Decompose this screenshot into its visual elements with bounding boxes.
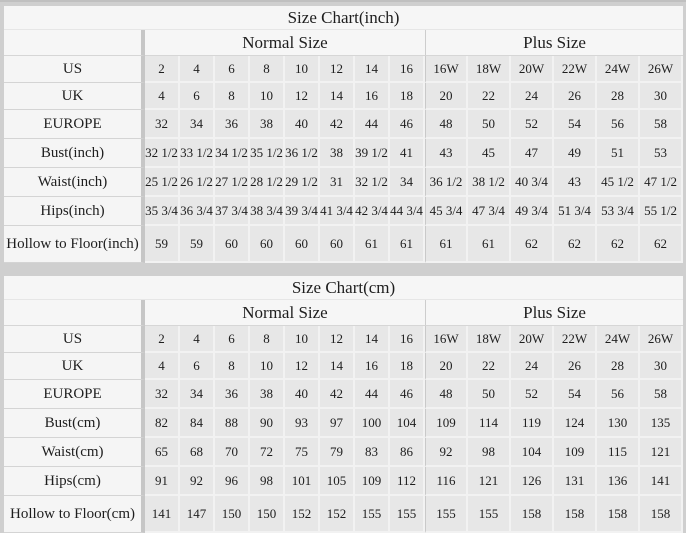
size-cell: 68	[180, 438, 215, 467]
size-cell: 42	[320, 380, 355, 409]
size-cell: 53	[640, 139, 683, 168]
table-row	[4, 197, 683, 226]
table-row	[4, 139, 683, 168]
table-row	[4, 326, 683, 353]
size-cell: 116	[425, 467, 468, 496]
size-cell: 20W	[511, 56, 554, 83]
row-label: Waist(inch)	[4, 168, 145, 197]
title-row	[4, 276, 683, 300]
size-cell: 40	[285, 110, 320, 139]
size-cell: 12	[285, 83, 320, 110]
size-cell: 20	[425, 83, 468, 110]
size-cell: 53 3/4	[597, 197, 640, 226]
size-cell: 38	[250, 110, 285, 139]
table-row	[4, 380, 683, 409]
size-cell: 44	[355, 110, 390, 139]
size-cell: 41 3/4	[320, 197, 355, 226]
size-cell: 97	[320, 409, 355, 438]
size-cell: 155	[425, 496, 468, 533]
size-cell: 119	[511, 409, 554, 438]
size-cell: 51	[597, 139, 640, 168]
size-cell: 28	[597, 83, 640, 110]
size-cell: 61	[355, 226, 390, 263]
row-label: US	[4, 326, 145, 353]
size-cell: 42	[320, 110, 355, 139]
size-cell: 45 3/4	[425, 197, 468, 226]
size-cell: 35 1/2	[250, 139, 285, 168]
size-cell: 29 1/2	[285, 168, 320, 197]
size-cell: 62	[597, 226, 640, 263]
size-cell: 158	[640, 496, 683, 533]
size-cell: 54	[554, 380, 597, 409]
size-cell: 22	[468, 353, 511, 380]
group-header-row	[4, 30, 683, 56]
size-cell: 86	[390, 438, 425, 467]
size-cell: 48	[425, 380, 468, 409]
size-cell: 90	[250, 409, 285, 438]
size-cell: 60	[285, 226, 320, 263]
size-cell: 141	[640, 467, 683, 496]
size-cell: 92	[425, 438, 468, 467]
size-cell: 158	[554, 496, 597, 533]
size-cell: 98	[468, 438, 511, 467]
size-cell: 12	[285, 353, 320, 380]
table-row	[4, 56, 683, 83]
size-cell: 72	[250, 438, 285, 467]
size-cell: 105	[320, 467, 355, 496]
size-cell: 60	[215, 226, 250, 263]
size-cell: 124	[554, 409, 597, 438]
size-cell: 40 3/4	[511, 168, 554, 197]
size-cell: 32 1/2	[355, 168, 390, 197]
size-cell: 65	[145, 438, 180, 467]
size-cell: 50	[468, 110, 511, 139]
size-cell: 28	[597, 353, 640, 380]
size-cell: 82	[145, 409, 180, 438]
size-cell: 98	[250, 467, 285, 496]
size-cell: 24	[511, 83, 554, 110]
size-cell: 50	[468, 380, 511, 409]
size-cell: 121	[640, 438, 683, 467]
size-cell: 155	[468, 496, 511, 533]
size-cell: 34	[390, 168, 425, 197]
size-cell: 18	[390, 353, 425, 380]
size-cell: 114	[468, 409, 511, 438]
size-cell: 18	[390, 83, 425, 110]
table-row	[4, 353, 683, 380]
size-cell: 6	[180, 353, 215, 380]
size-cell: 104	[511, 438, 554, 467]
size-cell: 28 1/2	[250, 168, 285, 197]
size-cell: 93	[285, 409, 320, 438]
size-cell: 8	[215, 353, 250, 380]
size-cell: 25 1/2	[145, 168, 180, 197]
size-cell: 18W	[468, 326, 511, 353]
size-cell: 61	[390, 226, 425, 263]
table-row	[4, 467, 683, 496]
size-cell: 22W	[554, 326, 597, 353]
size-cell: 45	[468, 139, 511, 168]
size-cell: 61	[425, 226, 468, 263]
size-cell: 22W	[554, 56, 597, 83]
size-cell: 39 3/4	[285, 197, 320, 226]
size-cell: 135	[640, 409, 683, 438]
size-cell: 58	[640, 380, 683, 409]
size-cell: 14	[355, 326, 390, 353]
size-cell: 10	[250, 353, 285, 380]
size-cell: 54	[554, 110, 597, 139]
group-header-row	[4, 300, 683, 326]
table-row	[4, 226, 683, 263]
row-label: Hips(inch)	[4, 197, 145, 226]
size-cell: 155	[355, 496, 390, 533]
size-cell: 131	[554, 467, 597, 496]
size-cell: 24W	[597, 326, 640, 353]
size-cell: 49	[554, 139, 597, 168]
row-label: Hollow to Floor(cm)	[4, 496, 145, 533]
size-cell: 109	[355, 467, 390, 496]
size-cell: 44 3/4	[390, 197, 425, 226]
size-cell: 49 3/4	[511, 197, 554, 226]
table-row	[4, 438, 683, 467]
size-cell: 51 3/4	[554, 197, 597, 226]
row-label: EUROPE	[4, 380, 145, 409]
size-cell: 35 3/4	[145, 197, 180, 226]
table-row	[4, 110, 683, 139]
size-cell: 30	[640, 353, 683, 380]
row-label: UK	[4, 353, 145, 380]
size-cell: 70	[215, 438, 250, 467]
size-cell: 14	[320, 353, 355, 380]
size-cell: 14	[320, 83, 355, 110]
size-cell: 26 1/2	[180, 168, 215, 197]
title-row	[4, 6, 683, 30]
size-cell: 10	[250, 83, 285, 110]
size-cell: 62	[511, 226, 554, 263]
size-cell: 26	[554, 353, 597, 380]
size-cell: 34	[180, 380, 215, 409]
size-chart-cm	[4, 276, 682, 533]
size-cell: 36 3/4	[180, 197, 215, 226]
size-cell: 33 1/2	[180, 139, 215, 168]
size-cell: 38 1/2	[468, 168, 511, 197]
size-cell: 96	[215, 467, 250, 496]
size-cell: 30	[640, 83, 683, 110]
size-cell: 52	[511, 380, 554, 409]
table-body	[4, 326, 683, 533]
size-cell: 8	[250, 56, 285, 83]
size-cell: 4	[180, 56, 215, 83]
size-cell: 152	[285, 496, 320, 533]
size-cell: 41	[390, 139, 425, 168]
size-cell: 47 3/4	[468, 197, 511, 226]
size-cell: 59	[180, 226, 215, 263]
size-cell: 20	[425, 353, 468, 380]
row-label: Hollow to Floor(inch)	[4, 226, 145, 263]
size-cell: 16	[355, 353, 390, 380]
size-cell: 52	[511, 110, 554, 139]
size-cell: 4	[145, 353, 180, 380]
row-label: Waist(cm)	[4, 438, 145, 467]
size-chart-inch	[4, 6, 682, 263]
size-cell: 6	[180, 83, 215, 110]
size-cell: 150	[250, 496, 285, 533]
size-cell: 8	[250, 326, 285, 353]
size-cell: 32	[145, 380, 180, 409]
plus-size-header: Plus Size	[425, 300, 683, 326]
size-cell: 4	[145, 83, 180, 110]
size-cell: 101	[285, 467, 320, 496]
size-cell: 16W	[425, 56, 468, 83]
size-cell: 4	[180, 326, 215, 353]
size-cell: 42 3/4	[355, 197, 390, 226]
size-cell: 26W	[640, 326, 683, 353]
size-cell: 147	[180, 496, 215, 533]
size-chart-cm-table	[4, 276, 683, 533]
size-cell: 38	[320, 139, 355, 168]
size-cell: 37 3/4	[215, 197, 250, 226]
size-cell: 58	[640, 110, 683, 139]
size-cell: 83	[355, 438, 390, 467]
size-cell: 38 3/4	[250, 197, 285, 226]
size-cell: 36	[215, 380, 250, 409]
size-cell: 112	[390, 467, 425, 496]
size-cell: 121	[468, 467, 511, 496]
size-cell: 12	[320, 326, 355, 353]
table-row	[4, 496, 683, 533]
size-cell: 109	[554, 438, 597, 467]
size-cell: 62	[640, 226, 683, 263]
size-cell: 115	[597, 438, 640, 467]
size-cell: 126	[511, 467, 554, 496]
size-cell: 136	[597, 467, 640, 496]
row-label: Hips(cm)	[4, 467, 145, 496]
size-cell: 39 1/2	[355, 139, 390, 168]
size-chart-inch-table	[4, 6, 683, 263]
size-cell: 55 1/2	[640, 197, 683, 226]
row-label: US	[4, 56, 145, 83]
size-cell: 14	[355, 56, 390, 83]
size-cell: 47 1/2	[640, 168, 683, 197]
size-cell: 152	[320, 496, 355, 533]
size-cell: 2	[145, 56, 180, 83]
size-cell: 22	[468, 83, 511, 110]
size-cell: 16	[390, 56, 425, 83]
size-cell: 12	[320, 56, 355, 83]
size-cell: 6	[215, 56, 250, 83]
size-cell: 61	[468, 226, 511, 263]
size-cell: 43	[425, 139, 468, 168]
size-cell: 56	[597, 110, 640, 139]
chart-title: Size Chart(inch)	[4, 6, 683, 30]
size-cell: 60	[320, 226, 355, 263]
size-cell: 46	[390, 110, 425, 139]
size-cell: 24W	[597, 56, 640, 83]
size-cell: 10	[285, 326, 320, 353]
size-cell: 34	[180, 110, 215, 139]
corner-cell	[4, 30, 145, 56]
row-label: UK	[4, 83, 145, 110]
size-cell: 38	[250, 380, 285, 409]
size-cell: 150	[215, 496, 250, 533]
size-cell: 92	[180, 467, 215, 496]
size-cell: 158	[597, 496, 640, 533]
size-cell: 47	[511, 139, 554, 168]
size-cell: 16	[355, 83, 390, 110]
size-cell: 24	[511, 353, 554, 380]
row-label: Bust(cm)	[4, 409, 145, 438]
size-cell: 36	[215, 110, 250, 139]
size-cell: 141	[145, 496, 180, 533]
size-cell: 43	[554, 168, 597, 197]
size-cell: 20W	[511, 326, 554, 353]
size-cell: 16W	[425, 326, 468, 353]
size-cell: 104	[390, 409, 425, 438]
table-body	[4, 56, 683, 263]
size-cell: 155	[390, 496, 425, 533]
size-cell: 44	[355, 380, 390, 409]
size-cell: 34 1/2	[215, 139, 250, 168]
size-cell: 84	[180, 409, 215, 438]
size-cell: 36 1/2	[425, 168, 468, 197]
size-cell: 32	[145, 110, 180, 139]
size-cell: 79	[320, 438, 355, 467]
normal-size-header: Normal Size	[145, 30, 425, 56]
size-cell: 8	[215, 83, 250, 110]
size-cell: 158	[511, 496, 554, 533]
table-row	[4, 168, 683, 197]
normal-size-header: Normal Size	[145, 300, 425, 326]
table-row	[4, 83, 683, 110]
size-cell: 62	[554, 226, 597, 263]
size-cell: 26W	[640, 56, 683, 83]
row-label: EUROPE	[4, 110, 145, 139]
size-cell: 18W	[468, 56, 511, 83]
size-cell: 75	[285, 438, 320, 467]
size-cell: 40	[285, 380, 320, 409]
size-cell: 130	[597, 409, 640, 438]
size-cell: 109	[425, 409, 468, 438]
size-cell: 32 1/2	[145, 139, 180, 168]
row-label: Bust(inch)	[4, 139, 145, 168]
size-cell: 45 1/2	[597, 168, 640, 197]
size-cell: 100	[355, 409, 390, 438]
size-cell: 2	[145, 326, 180, 353]
size-cell: 36 1/2	[285, 139, 320, 168]
plus-size-header: Plus Size	[425, 30, 683, 56]
size-cell: 27 1/2	[215, 168, 250, 197]
size-cell: 88	[215, 409, 250, 438]
size-cell: 31	[320, 168, 355, 197]
table-row	[4, 409, 683, 438]
size-cell: 26	[554, 83, 597, 110]
size-cell: 60	[250, 226, 285, 263]
size-cell: 91	[145, 467, 180, 496]
size-cell: 6	[215, 326, 250, 353]
size-cell: 59	[145, 226, 180, 263]
chart-title: Size Chart(cm)	[4, 276, 683, 300]
size-cell: 16	[390, 326, 425, 353]
corner-cell	[4, 300, 145, 326]
size-cell: 56	[597, 380, 640, 409]
size-cell: 10	[285, 56, 320, 83]
size-cell: 48	[425, 110, 468, 139]
size-cell: 46	[390, 380, 425, 409]
